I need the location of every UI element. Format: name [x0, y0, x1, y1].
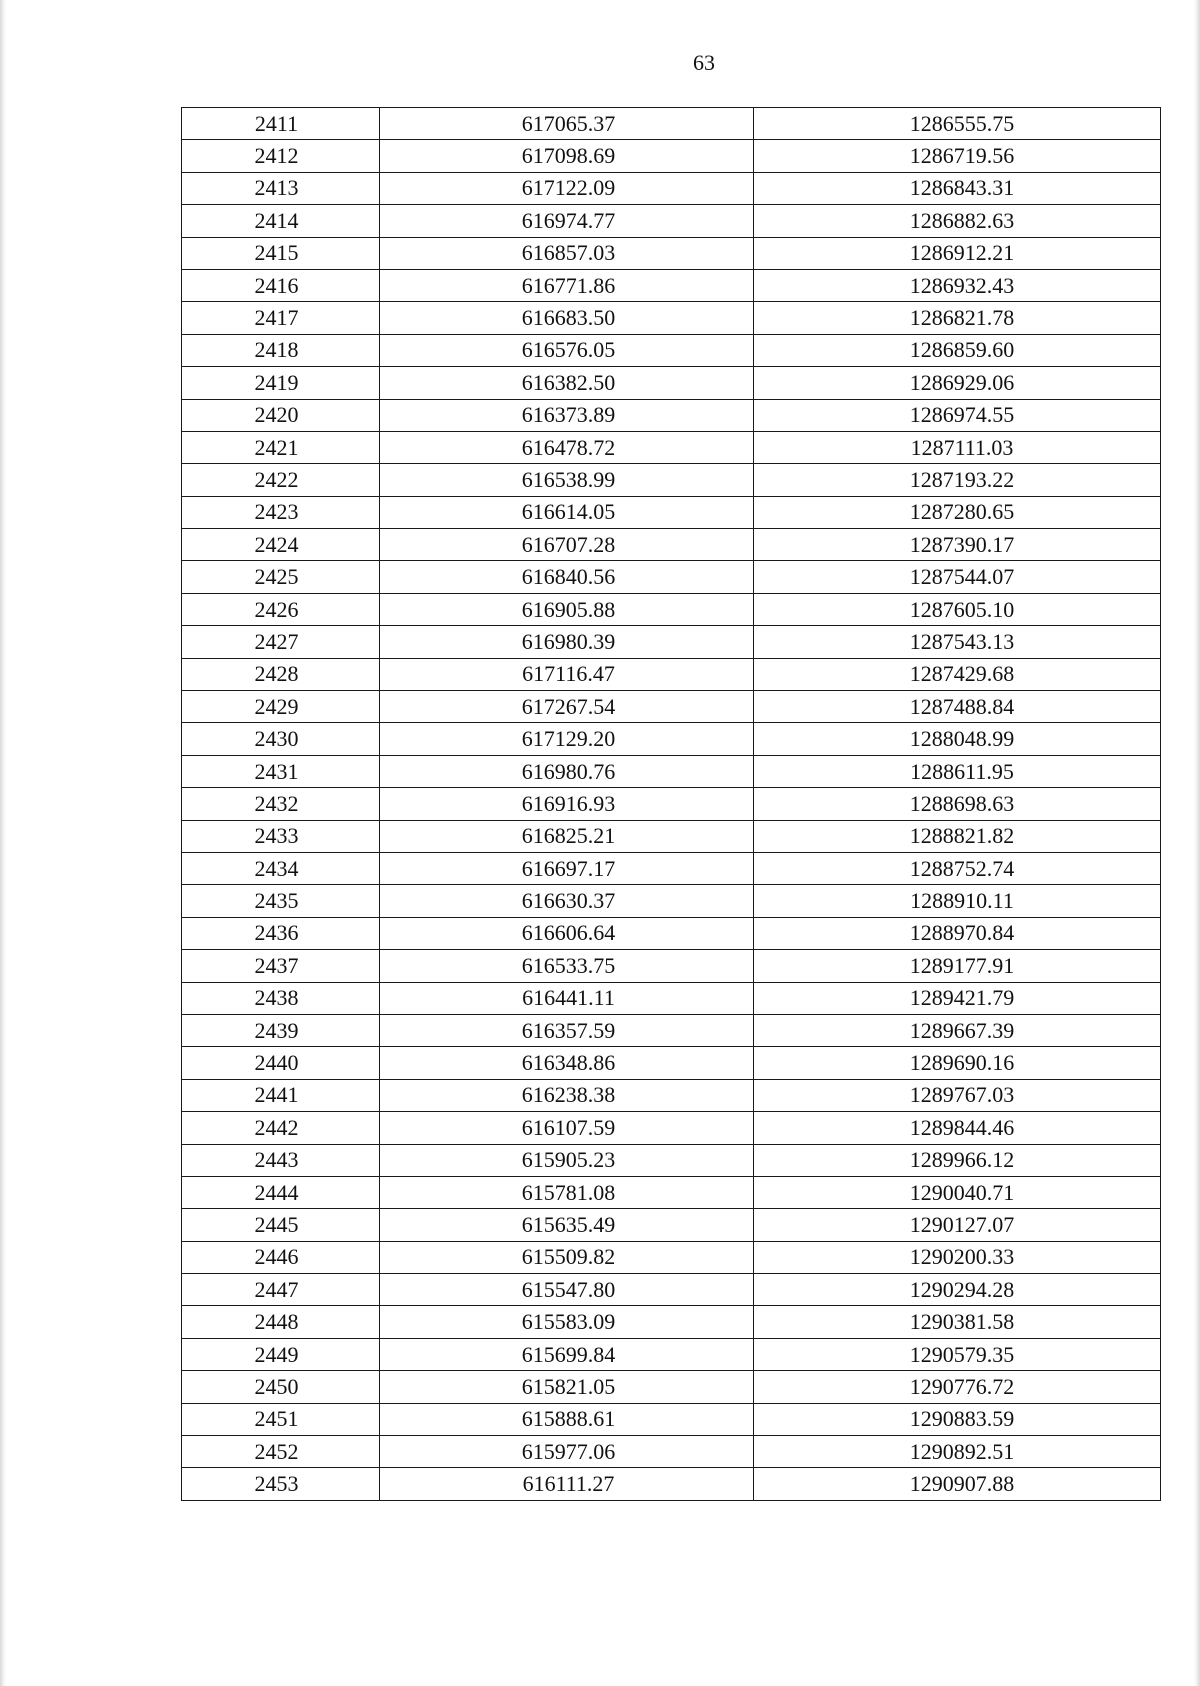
point-number-cell: 2442 — [182, 1112, 380, 1144]
x-coordinate-cell: 616373.89 — [380, 399, 754, 431]
x-coordinate-cell: 617065.37 — [380, 108, 754, 140]
table-row — [182, 1436, 1161, 1468]
y-coordinate-cell: 1288821.82 — [754, 820, 1161, 852]
y-coordinate-cell: 1290579.35 — [754, 1338, 1161, 1370]
table-row — [182, 1371, 1161, 1403]
table-row — [182, 529, 1161, 561]
table-row — [182, 399, 1161, 431]
x-coordinate-cell: 615635.49 — [380, 1209, 754, 1241]
y-coordinate-cell: 1288048.99 — [754, 723, 1161, 755]
y-coordinate-cell: 1286929.06 — [754, 367, 1161, 399]
y-coordinate-cell: 1289966.12 — [754, 1144, 1161, 1176]
table-row — [182, 1014, 1161, 1046]
y-coordinate-cell: 1286843.31 — [754, 172, 1161, 204]
table-row — [182, 1176, 1161, 1208]
y-coordinate-cell: 1289177.91 — [754, 950, 1161, 982]
y-coordinate-cell: 1286932.43 — [754, 269, 1161, 301]
x-coordinate-cell: 615583.09 — [380, 1306, 754, 1338]
x-coordinate-cell: 616916.93 — [380, 788, 754, 820]
y-coordinate-cell: 1290381.58 — [754, 1306, 1161, 1338]
point-number-cell: 2449 — [182, 1338, 380, 1370]
point-number-cell: 2447 — [182, 1274, 380, 1306]
y-coordinate-cell: 1288970.84 — [754, 917, 1161, 949]
y-coordinate-cell: 1286555.75 — [754, 108, 1161, 140]
table-row — [182, 1209, 1161, 1241]
table-row — [182, 1468, 1161, 1500]
y-coordinate-cell: 1288752.74 — [754, 852, 1161, 884]
point-number-cell: 2422 — [182, 464, 380, 496]
table-row — [182, 950, 1161, 982]
x-coordinate-cell: 616630.37 — [380, 885, 754, 917]
x-coordinate-cell: 615547.80 — [380, 1274, 754, 1306]
point-number-cell: 2440 — [182, 1047, 380, 1079]
point-number-cell: 2445 — [182, 1209, 380, 1241]
y-coordinate-cell: 1287429.68 — [754, 658, 1161, 690]
y-coordinate-cell: 1288611.95 — [754, 755, 1161, 787]
x-coordinate-cell: 616348.86 — [380, 1047, 754, 1079]
table-row — [182, 788, 1161, 820]
table-row — [182, 593, 1161, 625]
point-number-cell: 2437 — [182, 950, 380, 982]
y-coordinate-cell: 1289767.03 — [754, 1079, 1161, 1111]
x-coordinate-cell: 617122.09 — [380, 172, 754, 204]
point-number-cell: 2438 — [182, 982, 380, 1014]
point-number-cell: 2448 — [182, 1306, 380, 1338]
x-coordinate-cell: 616533.75 — [380, 950, 754, 982]
table-row — [182, 885, 1161, 917]
x-coordinate-cell: 617129.20 — [380, 723, 754, 755]
point-number-cell: 2412 — [182, 140, 380, 172]
x-coordinate-cell: 617098.69 — [380, 140, 754, 172]
point-number-cell: 2425 — [182, 561, 380, 593]
y-coordinate-cell: 1290776.72 — [754, 1371, 1161, 1403]
point-number-cell: 2420 — [182, 399, 380, 431]
point-number-cell: 2436 — [182, 917, 380, 949]
point-number-cell: 2414 — [182, 205, 380, 237]
y-coordinate-cell: 1287543.13 — [754, 626, 1161, 658]
x-coordinate-cell: 616707.28 — [380, 529, 754, 561]
x-coordinate-cell: 616980.76 — [380, 755, 754, 787]
coordinates-table — [181, 107, 1161, 1501]
table-row — [182, 561, 1161, 593]
x-coordinate-cell: 616478.72 — [380, 431, 754, 463]
x-coordinate-cell: 616840.56 — [380, 561, 754, 593]
y-coordinate-cell: 1287193.22 — [754, 464, 1161, 496]
point-number-cell: 2418 — [182, 334, 380, 366]
table-row — [182, 172, 1161, 204]
point-number-cell: 2429 — [182, 691, 380, 723]
table-row — [182, 820, 1161, 852]
table-row — [182, 140, 1161, 172]
x-coordinate-cell: 616614.05 — [380, 496, 754, 528]
y-coordinate-cell: 1286859.60 — [754, 334, 1161, 366]
y-coordinate-cell: 1287390.17 — [754, 529, 1161, 561]
x-coordinate-cell: 616683.50 — [380, 302, 754, 334]
point-number-cell: 2427 — [182, 626, 380, 658]
table-row — [182, 431, 1161, 463]
x-coordinate-cell: 615509.82 — [380, 1241, 754, 1273]
y-coordinate-cell: 1287280.65 — [754, 496, 1161, 528]
point-number-cell: 2441 — [182, 1079, 380, 1111]
table-row — [182, 302, 1161, 334]
y-coordinate-cell: 1286821.78 — [754, 302, 1161, 334]
point-number-cell: 2430 — [182, 723, 380, 755]
x-coordinate-cell: 616974.77 — [380, 205, 754, 237]
x-coordinate-cell: 616538.99 — [380, 464, 754, 496]
y-coordinate-cell: 1290883.59 — [754, 1403, 1161, 1435]
point-number-cell: 2435 — [182, 885, 380, 917]
y-coordinate-cell: 1286974.55 — [754, 399, 1161, 431]
x-coordinate-cell: 616382.50 — [380, 367, 754, 399]
coordinates-table-body — [182, 108, 1161, 1501]
point-number-cell: 2424 — [182, 529, 380, 561]
x-coordinate-cell: 616905.88 — [380, 593, 754, 625]
x-coordinate-cell: 617116.47 — [380, 658, 754, 690]
y-coordinate-cell: 1286912.21 — [754, 237, 1161, 269]
y-coordinate-cell: 1290040.71 — [754, 1176, 1161, 1208]
table-row — [182, 723, 1161, 755]
x-coordinate-cell: 616606.64 — [380, 917, 754, 949]
point-number-cell: 2428 — [182, 658, 380, 690]
table-row — [182, 1306, 1161, 1338]
table-row — [182, 1112, 1161, 1144]
table-row — [182, 1274, 1161, 1306]
y-coordinate-cell: 1290892.51 — [754, 1436, 1161, 1468]
y-coordinate-cell: 1289667.39 — [754, 1014, 1161, 1046]
y-coordinate-cell: 1286719.56 — [754, 140, 1161, 172]
y-coordinate-cell: 1290200.33 — [754, 1241, 1161, 1273]
table-row — [182, 1241, 1161, 1273]
scan-edge-left — [0, 0, 6, 1686]
table-row — [182, 1144, 1161, 1176]
y-coordinate-cell: 1289844.46 — [754, 1112, 1161, 1144]
table-row — [182, 852, 1161, 884]
page-number: 63 — [693, 50, 715, 75]
x-coordinate-cell: 615905.23 — [380, 1144, 754, 1176]
x-coordinate-cell: 616697.17 — [380, 852, 754, 884]
x-coordinate-cell: 615888.61 — [380, 1403, 754, 1435]
y-coordinate-cell: 1290127.07 — [754, 1209, 1161, 1241]
x-coordinate-cell: 616441.11 — [380, 982, 754, 1014]
table-row — [182, 917, 1161, 949]
y-coordinate-cell: 1287488.84 — [754, 691, 1161, 723]
table-row — [182, 108, 1161, 140]
x-coordinate-cell: 617267.54 — [380, 691, 754, 723]
x-coordinate-cell: 616980.39 — [380, 626, 754, 658]
scan-edge-right — [1194, 0, 1200, 1686]
x-coordinate-cell: 615781.08 — [380, 1176, 754, 1208]
table-row — [182, 464, 1161, 496]
point-number-cell: 2417 — [182, 302, 380, 334]
table-row — [182, 496, 1161, 528]
point-number-cell: 2423 — [182, 496, 380, 528]
table-row — [182, 205, 1161, 237]
table-row — [182, 626, 1161, 658]
y-coordinate-cell: 1287544.07 — [754, 561, 1161, 593]
table-row — [182, 269, 1161, 301]
point-number-cell: 2415 — [182, 237, 380, 269]
point-number-cell: 2439 — [182, 1014, 380, 1046]
x-coordinate-cell: 615821.05 — [380, 1371, 754, 1403]
point-number-cell: 2452 — [182, 1436, 380, 1468]
table-row — [182, 1403, 1161, 1435]
point-number-cell: 2434 — [182, 852, 380, 884]
point-number-cell: 2450 — [182, 1371, 380, 1403]
point-number-cell: 2426 — [182, 593, 380, 625]
y-coordinate-cell: 1288910.11 — [754, 885, 1161, 917]
y-coordinate-cell: 1289421.79 — [754, 982, 1161, 1014]
x-coordinate-cell: 616576.05 — [380, 334, 754, 366]
point-number-cell: 2411 — [182, 108, 380, 140]
table-row — [182, 1079, 1161, 1111]
point-number-cell: 2451 — [182, 1403, 380, 1435]
x-coordinate-cell: 616857.03 — [380, 237, 754, 269]
point-number-cell: 2453 — [182, 1468, 380, 1500]
y-coordinate-cell: 1289690.16 — [754, 1047, 1161, 1079]
table-row — [182, 658, 1161, 690]
table-row — [182, 691, 1161, 723]
table-row — [182, 755, 1161, 787]
y-coordinate-cell: 1290907.88 — [754, 1468, 1161, 1500]
x-coordinate-cell: 616357.59 — [380, 1014, 754, 1046]
point-number-cell: 2446 — [182, 1241, 380, 1273]
table-row — [182, 1047, 1161, 1079]
point-number-cell: 2419 — [182, 367, 380, 399]
table-row — [182, 982, 1161, 1014]
x-coordinate-cell: 616771.86 — [380, 269, 754, 301]
point-number-cell: 2416 — [182, 269, 380, 301]
x-coordinate-cell: 616825.21 — [380, 820, 754, 852]
point-number-cell: 2443 — [182, 1144, 380, 1176]
y-coordinate-cell: 1288698.63 — [754, 788, 1161, 820]
point-number-cell: 2421 — [182, 431, 380, 463]
point-number-cell: 2444 — [182, 1176, 380, 1208]
table-row — [182, 237, 1161, 269]
table-row — [182, 367, 1161, 399]
point-number-cell: 2431 — [182, 755, 380, 787]
y-coordinate-cell: 1287605.10 — [754, 593, 1161, 625]
y-coordinate-cell: 1287111.03 — [754, 431, 1161, 463]
x-coordinate-cell: 615699.84 — [380, 1338, 754, 1370]
y-coordinate-cell: 1290294.28 — [754, 1274, 1161, 1306]
x-coordinate-cell: 616107.59 — [380, 1112, 754, 1144]
y-coordinate-cell: 1286882.63 — [754, 205, 1161, 237]
table-row — [182, 1338, 1161, 1370]
table-row — [182, 334, 1161, 366]
point-number-cell: 2433 — [182, 820, 380, 852]
point-number-cell: 2413 — [182, 172, 380, 204]
x-coordinate-cell: 615977.06 — [380, 1436, 754, 1468]
x-coordinate-cell: 616238.38 — [380, 1079, 754, 1111]
point-number-cell: 2432 — [182, 788, 380, 820]
x-coordinate-cell: 616111.27 — [380, 1468, 754, 1500]
